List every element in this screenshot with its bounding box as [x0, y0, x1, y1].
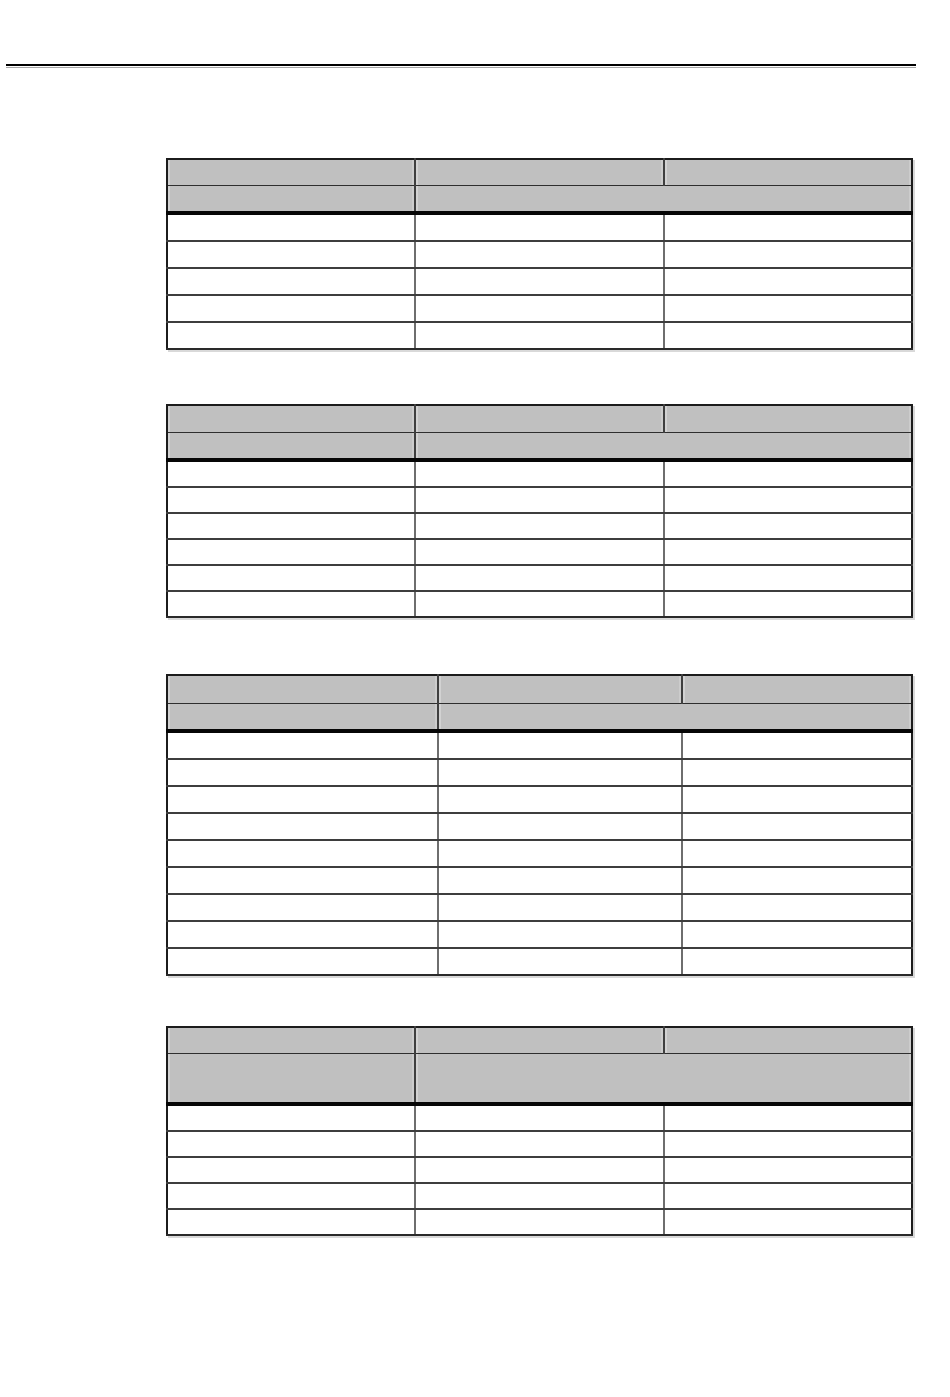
table-cell: [167, 759, 438, 786]
header-cell: [682, 675, 912, 704]
table-cell: [415, 1183, 664, 1209]
table-cell: [167, 539, 415, 565]
table-cell: [438, 786, 682, 813]
table-row: [167, 1183, 912, 1209]
header-cell: [167, 1054, 415, 1105]
header-cell: [415, 1054, 912, 1105]
table-cell: [682, 759, 912, 786]
header-cell: [664, 159, 912, 186]
header-cell: [167, 1027, 415, 1054]
table-cell: [664, 1157, 912, 1183]
table-cell: [664, 1131, 912, 1157]
table-cell: [167, 460, 415, 487]
table-cell: [664, 487, 912, 513]
table-cell: [664, 539, 912, 565]
table-2: [166, 404, 913, 618]
table-row: [167, 539, 912, 565]
table-cell: [167, 731, 438, 759]
table-row: [167, 241, 912, 268]
header-cell: [438, 675, 682, 704]
table-cell: [415, 460, 664, 487]
table-cell: [664, 460, 912, 487]
header-cell: [167, 433, 415, 461]
table-cell: [167, 1209, 415, 1235]
table-cell: [664, 1104, 912, 1131]
table-cell: [415, 591, 664, 617]
table-row: [167, 840, 912, 867]
table-cell: [664, 513, 912, 539]
header-row: [167, 675, 912, 704]
table-cell: [664, 1209, 912, 1235]
header-cell: [415, 186, 912, 214]
header-row: [167, 1027, 912, 1054]
header-cell: [415, 405, 664, 433]
table-row: [167, 460, 912, 487]
table-cell: [167, 1157, 415, 1183]
table-row: [167, 1104, 912, 1131]
table-row: [167, 565, 912, 591]
table-cell: [167, 1183, 415, 1209]
header-cell: [167, 186, 415, 214]
merged-header-row: [167, 704, 912, 732]
table-cell: [167, 921, 438, 948]
table-cell: [438, 894, 682, 921]
header-row: [167, 405, 912, 433]
table-cell: [415, 1209, 664, 1235]
header-cell: [167, 405, 415, 433]
table-cell: [167, 487, 415, 513]
header-cell: [167, 704, 438, 732]
table-cell: [167, 295, 415, 322]
table-cell: [438, 813, 682, 840]
table-cell: [167, 565, 415, 591]
header-cell: [415, 159, 664, 186]
table-cell: [415, 565, 664, 591]
table-cell: [415, 1157, 664, 1183]
table-row: [167, 1131, 912, 1157]
table-cell: [664, 295, 912, 322]
table-cell: [664, 591, 912, 617]
page-header-rule: [6, 64, 916, 68]
table-cell: [415, 213, 664, 241]
table-2-wrap: [166, 404, 913, 618]
table-cell: [682, 786, 912, 813]
table-cell: [415, 268, 664, 295]
table-cell: [664, 213, 912, 241]
table-cell: [415, 322, 664, 349]
table-3-wrap: [166, 674, 913, 976]
table-cell: [167, 867, 438, 894]
table-cell: [415, 1104, 664, 1131]
table-4-wrap: [166, 1026, 913, 1236]
table-cell: [167, 241, 415, 268]
table-row: [167, 867, 912, 894]
table-cell: [167, 894, 438, 921]
table-row: [167, 731, 912, 759]
table-4: [166, 1026, 913, 1236]
table-cell: [682, 840, 912, 867]
table-cell: [167, 513, 415, 539]
table-cell: [167, 813, 438, 840]
header-cell: [664, 1027, 912, 1054]
table-cell: [167, 1131, 415, 1157]
table-cell: [664, 1183, 912, 1209]
table-row: [167, 295, 912, 322]
table-cell: [682, 813, 912, 840]
table-1: [166, 158, 913, 350]
table-3: [166, 674, 913, 976]
table-cell: [167, 840, 438, 867]
table-row: [167, 759, 912, 786]
table-row: [167, 513, 912, 539]
table-cell: [167, 786, 438, 813]
table-row: [167, 487, 912, 513]
table-cell: [167, 948, 438, 975]
table-cell: [167, 322, 415, 349]
table-row: [167, 213, 912, 241]
table-cell: [438, 921, 682, 948]
table-cell: [438, 731, 682, 759]
table-cell: [167, 213, 415, 241]
table-row: [167, 813, 912, 840]
table-cell: [167, 268, 415, 295]
table-cell: [682, 948, 912, 975]
table-cell: [664, 322, 912, 349]
table-cell: [415, 539, 664, 565]
table-cell: [415, 1131, 664, 1157]
table-cell: [438, 759, 682, 786]
table-cell: [415, 487, 664, 513]
table-cell: [415, 295, 664, 322]
merged-header-row: [167, 433, 912, 461]
table-cell: [664, 565, 912, 591]
table-row: [167, 591, 912, 617]
table-cell: [682, 894, 912, 921]
table-cell: [664, 241, 912, 268]
header-cell: [438, 704, 912, 732]
table-row: [167, 322, 912, 349]
header-cell: [167, 675, 438, 704]
table-1-wrap: [166, 158, 913, 350]
header-cell: [415, 1027, 664, 1054]
table-row: [167, 894, 912, 921]
header-cell: [167, 159, 415, 186]
table-row: [167, 1209, 912, 1235]
table-cell: [415, 241, 664, 268]
table-row: [167, 948, 912, 975]
table-row: [167, 1157, 912, 1183]
merged-header-row: [167, 186, 912, 214]
table-cell: [438, 948, 682, 975]
table-row: [167, 268, 912, 295]
table-cell: [438, 840, 682, 867]
table-cell: [167, 591, 415, 617]
table-cell: [682, 921, 912, 948]
table-cell: [682, 731, 912, 759]
header-cell: [415, 433, 912, 461]
table-row: [167, 921, 912, 948]
table-cell: [438, 867, 682, 894]
merged-header-row: [167, 1054, 912, 1105]
table-cell: [167, 1104, 415, 1131]
table-row: [167, 786, 912, 813]
header-row: [167, 159, 912, 186]
table-cell: [664, 268, 912, 295]
header-cell: [664, 405, 912, 433]
table-cell: [415, 513, 664, 539]
table-cell: [682, 867, 912, 894]
